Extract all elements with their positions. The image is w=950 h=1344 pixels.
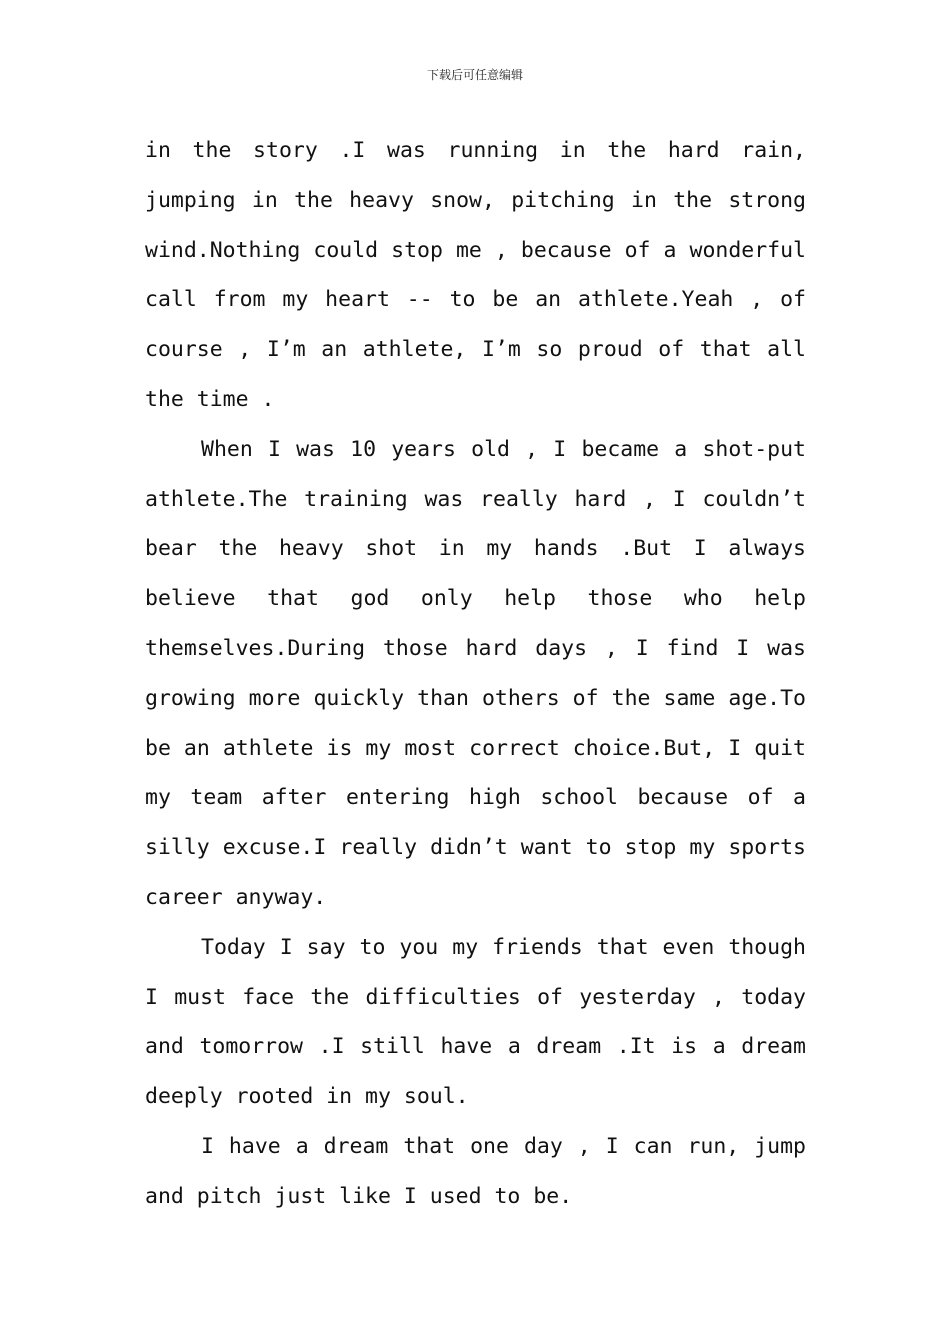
paragraph-1: in the story .I was running in the hard rain, jumping in the heavy snow, pitching in the strong wind.Nothing could stop me , because of a wonderful call from my heart -- to be an athlete.Yeah , of course , I’m an athlete, I’m so proud of that all the time . <box>145 138 806 412</box>
document-body <box>145 126 806 1222</box>
paragraph-2: When I was 10 years old , I became a shot-put athlete.The training was really hard , I couldn’t bear the heavy shot in my hands .But I always believe that god only help those who help themselves.During those hard days , I find I was growing more quickly than others of the same age.To be an athlete is my most correct choice.But, I quit my team after entering high school because of a silly excuse.I really didn’t want to stop my sports career anyway. <box>145 436 806 910</box>
page-header: 下载后可任意编辑 <box>426 68 523 82</box>
paragraph-4: I have a dream that one day , I can run, jump and pitch just like I used to be. <box>145 1133 806 1209</box>
paragraph-3: Today I say to you my friends that even though I must face the difficulties of yesterday , today and tomorrow .I still have a dream .It is a dream deeply rooted in my soul. <box>145 934 806 1110</box>
